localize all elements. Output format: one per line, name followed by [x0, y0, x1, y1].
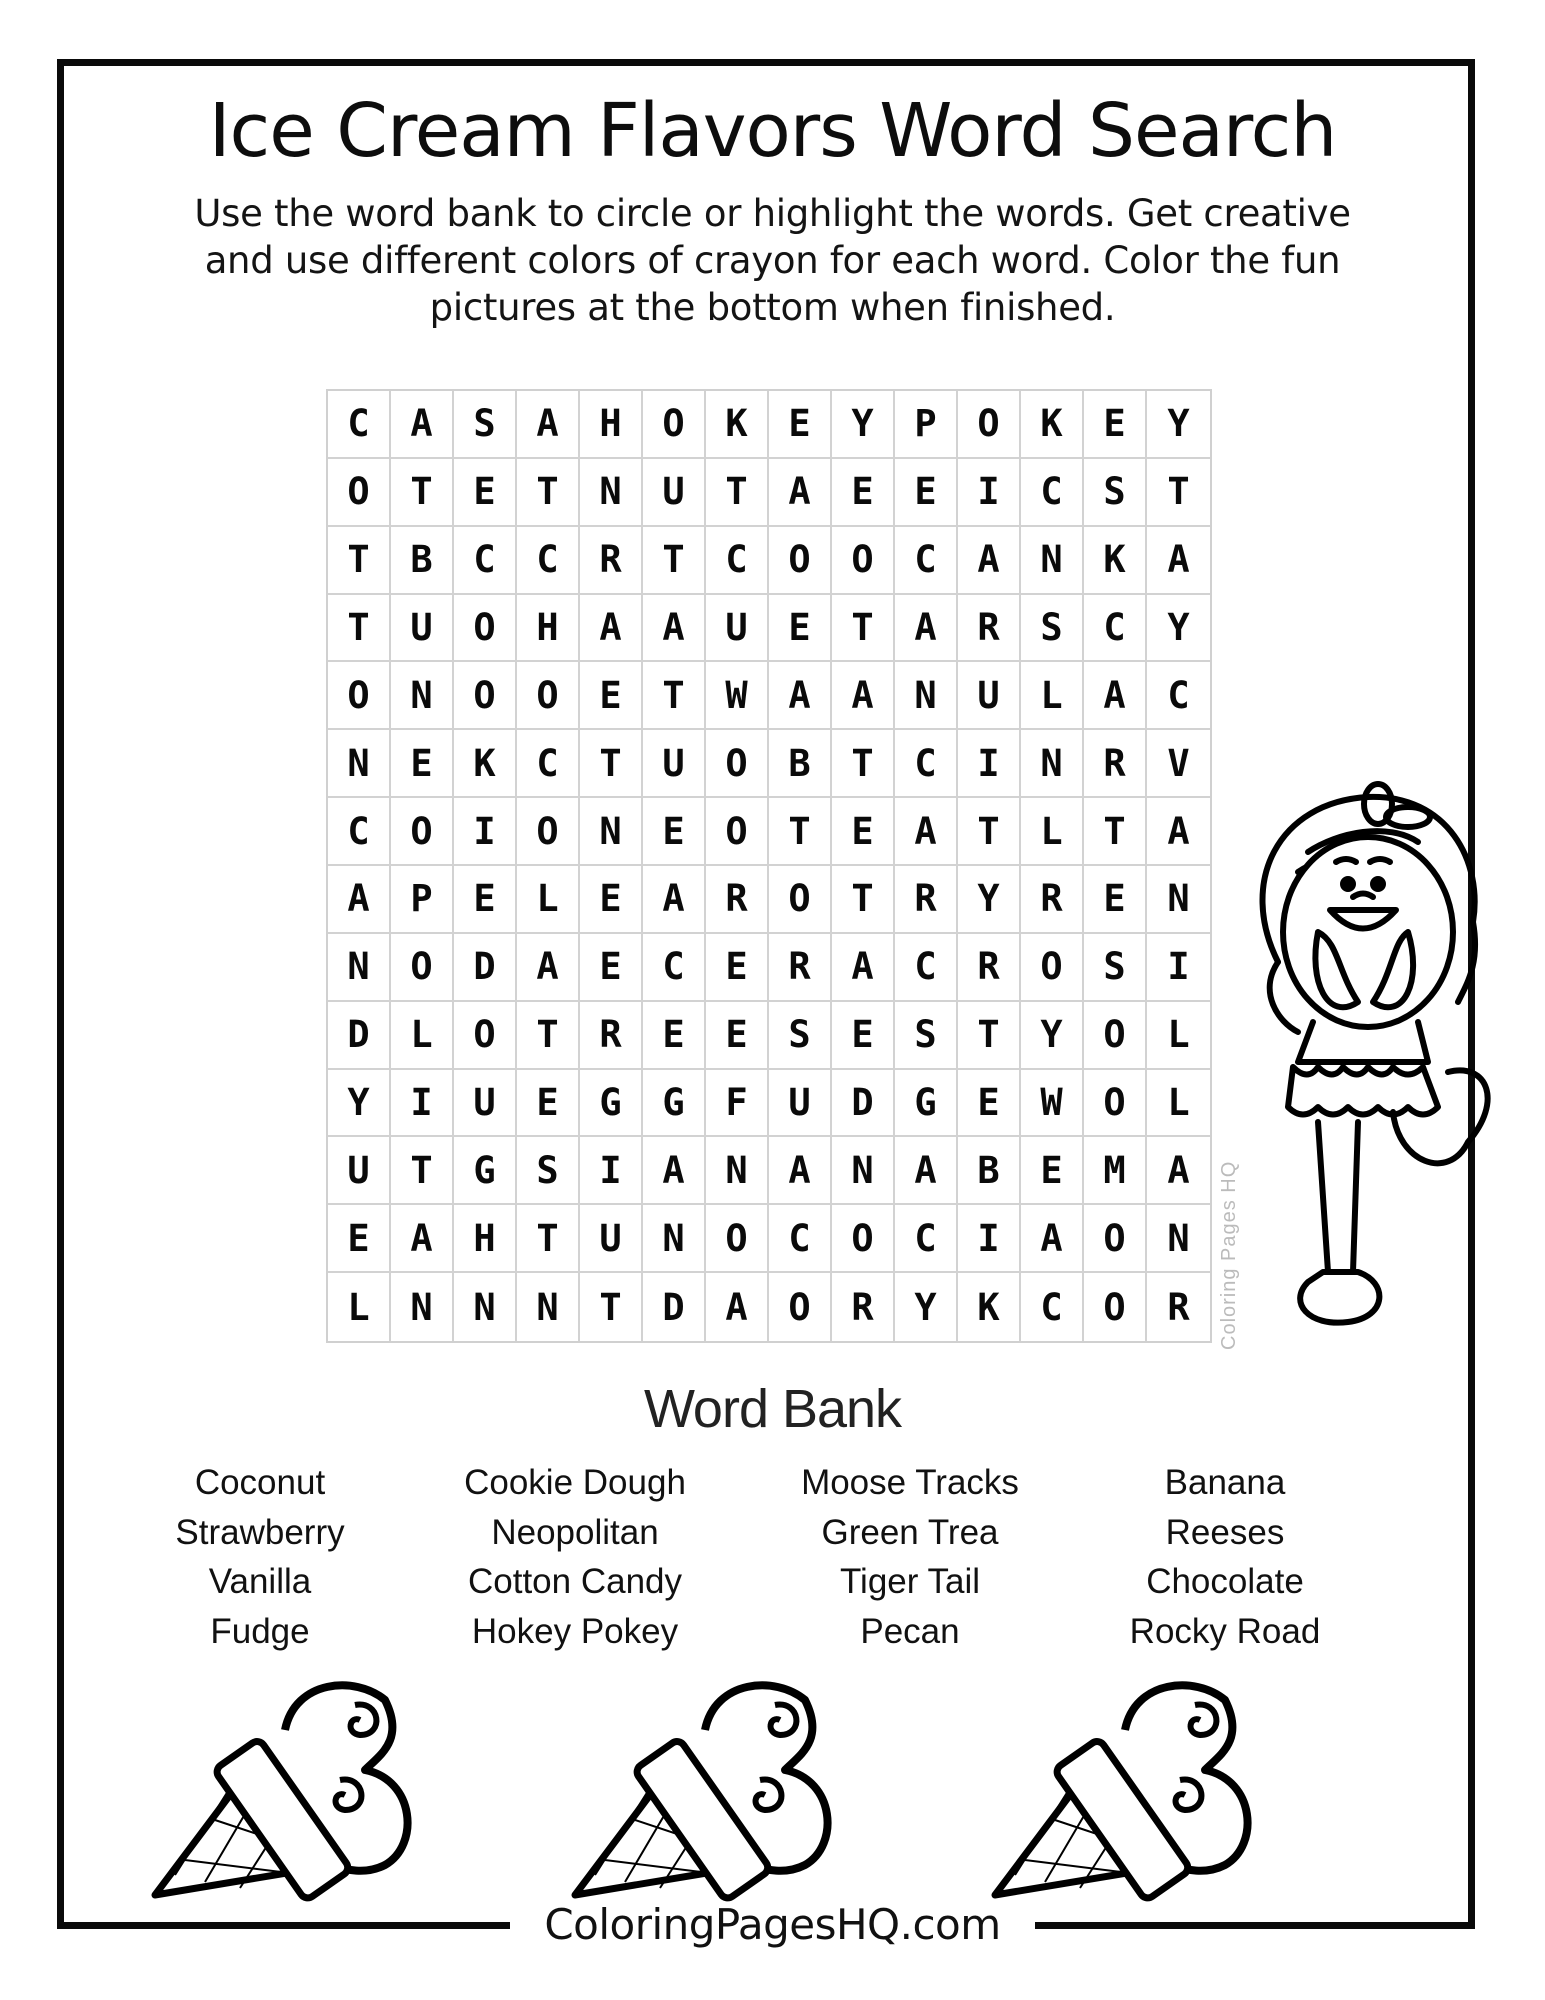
word-bank-item: Pecan	[860, 1611, 960, 1651]
grid-cell[interactable]: N	[1021, 527, 1084, 595]
grid-cell[interactable]: R	[1167, 1285, 1190, 1329]
grid-cell[interactable]: Y	[895, 1273, 958, 1341]
grid-cell[interactable]: U	[580, 1205, 643, 1273]
grid-cell[interactable]: A	[958, 527, 1021, 595]
grid-cell[interactable]: N	[1147, 866, 1210, 934]
grid-cell[interactable]: E	[832, 459, 895, 527]
grid-cell[interactable]: O	[832, 527, 895, 595]
grid-cell[interactable]: E	[1084, 391, 1147, 459]
grid-cell[interactable]: N	[643, 1205, 706, 1273]
grid-cell[interactable]: A	[1021, 1205, 1084, 1273]
grid-cell[interactable]: T	[769, 798, 832, 866]
grid-cell[interactable]: E	[832, 798, 895, 866]
grid-cell[interactable]: N	[328, 730, 391, 798]
grid-cell[interactable]: R	[769, 934, 832, 1002]
grid-cell[interactable]: T	[517, 1205, 580, 1273]
grid-cell[interactable]: U	[769, 1070, 832, 1138]
grid-cell[interactable]: T	[1084, 798, 1147, 866]
word-bank-item: Reeses	[1165, 1512, 1285, 1552]
ice-cream-cone-icon	[145, 1660, 445, 1910]
word-bank-item: Cotton Candy	[467, 1562, 683, 1601]
grid-cell[interactable]: S	[454, 391, 517, 459]
grid-cell[interactable]: O	[517, 798, 580, 866]
word-bank-item: Neopolitan	[491, 1512, 659, 1552]
word-bank-item: Green Trea	[821, 1512, 999, 1552]
grid-cell[interactable]: N	[391, 662, 454, 730]
grid-cell[interactable]: O	[454, 595, 517, 663]
grid-cell[interactable]: T	[1147, 459, 1210, 527]
grid-cell[interactable]: T	[391, 459, 454, 527]
grid-cell[interactable]: O	[1084, 1205, 1147, 1273]
grid-cell[interactable]: A	[769, 1137, 832, 1205]
grid-cell[interactable]: C	[328, 391, 391, 459]
grid-cell[interactable]: S	[769, 1002, 832, 1070]
grid-cell[interactable]: U	[328, 1137, 391, 1205]
grid-cell[interactable]: F	[706, 1070, 769, 1138]
grid-cell[interactable]: C	[895, 730, 958, 798]
grid-cell[interactable]: T	[832, 866, 895, 934]
grid-cell[interactable]: B	[958, 1137, 1021, 1205]
grid-cell[interactable]: U	[958, 662, 1021, 730]
instructions-line: Use the word bank to circle or highlight the words. Get creative	[194, 192, 1351, 235]
word-bank-column	[780, 1458, 1040, 1656]
word-bank-column	[160, 1458, 360, 1656]
grid-cell[interactable]: L	[1021, 798, 1084, 866]
grid-cell[interactable]: T	[706, 459, 769, 527]
grid-cell[interactable]: O	[958, 391, 1021, 459]
grid-cell[interactable]: Y	[832, 391, 895, 459]
grid-cell[interactable]: N	[1147, 1205, 1210, 1273]
grid-cell[interactable]: T	[580, 1273, 643, 1341]
grid-cell[interactable]: T	[832, 730, 895, 798]
grid-cell[interactable]: N	[580, 459, 643, 527]
grid-cell[interactable]: L	[1021, 662, 1084, 730]
grid-cell[interactable]: C	[895, 527, 958, 595]
grid-cell[interactable]: E	[895, 459, 958, 527]
grid-cell[interactable]: H	[454, 1205, 517, 1273]
grid-cell[interactable]: E	[643, 1002, 706, 1070]
grid-cell[interactable]: O	[391, 798, 454, 866]
word-bank-item: Moose Tracks	[801, 1463, 1019, 1502]
grid-cell[interactable]: R	[958, 934, 1021, 1002]
grid-cell[interactable]: A	[643, 1137, 706, 1205]
grid-cell[interactable]: C	[769, 1205, 832, 1273]
grid-cell[interactable]: A	[328, 866, 391, 934]
grid-cell[interactable]: A	[832, 662, 895, 730]
grid-cell[interactable]: O	[706, 1205, 769, 1273]
grid-cell[interactable]: E	[706, 934, 769, 1002]
grid-cell[interactable]: T	[643, 527, 706, 595]
grid-cell[interactable]: C	[643, 934, 706, 1002]
word-bank-item: Rocky Road	[1129, 1611, 1321, 1651]
grid-cell[interactable]: C	[706, 527, 769, 595]
grid-cell[interactable]: N	[580, 798, 643, 866]
grid-cell[interactable]: C	[454, 527, 517, 595]
word-bank-item: Fudge	[210, 1611, 310, 1651]
grid-cell[interactable]: N	[832, 1137, 895, 1205]
grid-cell[interactable]: A	[1084, 662, 1147, 730]
grid-cell[interactable]: C	[1021, 459, 1084, 527]
grid-cell[interactable]: T	[958, 798, 1021, 866]
grid-cell[interactable]: E	[769, 391, 832, 459]
grid-cell[interactable]: K	[958, 1273, 1021, 1341]
grid-cell[interactable]: A	[1147, 798, 1210, 866]
grid-cell[interactable]: I	[958, 1205, 1021, 1273]
grid-cell[interactable]: H	[517, 595, 580, 663]
grid-cell[interactable]: E	[832, 1002, 895, 1070]
grid-cell[interactable]: C	[328, 798, 391, 866]
grid-cell[interactable]: A	[769, 459, 832, 527]
word-bank-item: Tiger Tail	[839, 1562, 981, 1601]
grid-cell[interactable]: L	[1147, 1002, 1210, 1070]
word-bank-item: Cookie Dough	[464, 1463, 686, 1502]
word-bank-item: Hokey Pokey	[471, 1611, 679, 1651]
grid-cell[interactable]: I	[580, 1137, 643, 1205]
grid-cell[interactable]: R	[832, 1273, 895, 1341]
girl-illustration-icon	[1218, 762, 1508, 1362]
grid-cell[interactable]: T	[328, 527, 391, 595]
grid-cell[interactable]: A	[1147, 527, 1210, 595]
grid-cell[interactable]: A	[895, 1137, 958, 1205]
grid-cell[interactable]: A	[895, 798, 958, 866]
grid-cell[interactable]: W	[706, 662, 769, 730]
grid-cell[interactable]: E	[1021, 1137, 1084, 1205]
grid-cell[interactable]: O	[328, 662, 391, 730]
grid-cell[interactable]: A	[1147, 1137, 1210, 1205]
grid-cell[interactable]: E	[517, 1070, 580, 1138]
grid-cell[interactable]: O	[328, 459, 391, 527]
grid-cell[interactable]: N	[895, 662, 958, 730]
instructions-line: pictures at the bottom when finished.	[429, 286, 1116, 329]
grid-cell[interactable]: O	[706, 798, 769, 866]
grid-cell[interactable]: S	[517, 1137, 580, 1205]
grid-cell[interactable]: P	[391, 866, 454, 934]
grid-cell[interactable]: R	[580, 527, 643, 595]
grid-cell[interactable]: I	[391, 1070, 454, 1138]
ice-cream-cone-icon	[985, 1660, 1285, 1910]
grid-cell[interactable]: T	[517, 1002, 580, 1070]
grid-cell[interactable]: N	[454, 1273, 517, 1341]
grid-cell[interactable]: Y	[958, 866, 1021, 934]
grid-cell[interactable]: K	[454, 730, 517, 798]
footer-url: ColoringPagesHQ.com	[544, 1900, 1001, 1949]
grid-cell[interactable]: E	[958, 1070, 1021, 1138]
grid-cell[interactable]: A	[391, 1205, 454, 1273]
grid-cell[interactable]: D	[643, 1273, 706, 1341]
grid-cell[interactable]: A	[769, 662, 832, 730]
grid-cell[interactable]: G	[454, 1137, 517, 1205]
grid-cell[interactable]: G	[580, 1070, 643, 1138]
grid-cell[interactable]: D	[832, 1070, 895, 1138]
grid-cell[interactable]: A	[895, 595, 958, 663]
grid-cell[interactable]: E	[391, 730, 454, 798]
grid-cell[interactable]: B	[769, 730, 832, 798]
grid-cell[interactable]: D	[328, 1002, 391, 1070]
grid-cell[interactable]: L	[1147, 1070, 1210, 1138]
grid-cell[interactable]: R	[706, 866, 769, 934]
grid-cell[interactable]: H	[580, 391, 643, 459]
grid-cell[interactable]: A	[832, 934, 895, 1002]
grid-cell[interactable]: A	[517, 391, 580, 459]
grid-cell[interactable]: C	[1021, 1273, 1084, 1341]
grid-cell[interactable]: E	[580, 934, 643, 1002]
grid-cell[interactable]: C	[517, 527, 580, 595]
grid-cell[interactable]: C	[1147, 662, 1210, 730]
grid-cell[interactable]: S	[895, 1002, 958, 1070]
grid-cell[interactable]: L	[517, 866, 580, 934]
grid-cell[interactable]: G	[643, 1070, 706, 1138]
grid-cell[interactable]: N	[391, 1273, 454, 1341]
word-bank-item: Strawberry	[175, 1512, 345, 1552]
grid-cell[interactable]: T	[391, 1137, 454, 1205]
grid-cell[interactable]: I	[454, 798, 517, 866]
grid-cell[interactable]: V	[1147, 730, 1210, 798]
watermark: Coloring Pages HQ	[1218, 1160, 1240, 1350]
grid-cell[interactable]: Y	[1147, 595, 1210, 663]
grid-cell[interactable]: S	[1021, 595, 1084, 663]
grid-cell[interactable]: R	[895, 866, 958, 934]
page-title: Ice Cream Flavors Word Search	[208, 88, 1337, 174]
grid-cell[interactable]: O	[643, 391, 706, 459]
grid-cell[interactable]: E	[769, 595, 832, 663]
grid-cell[interactable]: E	[454, 459, 517, 527]
grid-cell[interactable]: D	[454, 934, 517, 1002]
grid-cell[interactable]: U	[643, 459, 706, 527]
grid-cell[interactable]: N	[517, 1273, 580, 1341]
word-bank-title: Word Bank	[643, 1379, 902, 1439]
grid-cell[interactable]: E	[580, 866, 643, 934]
grid-cell[interactable]: C	[1084, 595, 1147, 663]
grid-cell[interactable]: G	[895, 1070, 958, 1138]
grid-cell[interactable]: O	[1084, 1273, 1147, 1341]
grid-cell[interactable]: K	[706, 391, 769, 459]
grid-cell[interactable]: A	[580, 595, 643, 663]
grid-cell[interactable]: E	[1084, 866, 1147, 934]
ice-cream-cone-icon	[565, 1660, 865, 1910]
grid-cell[interactable]: A	[706, 1273, 769, 1341]
grid-cell[interactable]: T	[958, 1002, 1021, 1070]
grid-cell[interactable]: S	[1084, 934, 1147, 1002]
grid-cell[interactable]: K	[1084, 527, 1147, 595]
grid-cell[interactable]: T	[643, 662, 706, 730]
grid-cell[interactable]: E	[328, 1205, 391, 1273]
word-bank-item: Vanilla	[208, 1562, 312, 1601]
grid-cell[interactable]: R	[1021, 866, 1084, 934]
word-bank-item: Chocolate	[1146, 1562, 1304, 1601]
grid-cell[interactable]: O	[1021, 934, 1084, 1002]
word-bank-item: Coconut	[194, 1463, 326, 1502]
grid-cell[interactable]: S	[1084, 459, 1147, 527]
grid-cell[interactable]: Y	[1021, 1002, 1084, 1070]
word-bank-item: Banana	[1164, 1463, 1286, 1502]
grid-cell[interactable]: I	[958, 730, 1021, 798]
grid-cell[interactable]: T	[328, 595, 391, 663]
grid-cell[interactable]: L	[328, 1273, 391, 1341]
grid-cell[interactable]: E	[580, 662, 643, 730]
grid-cell[interactable]: L	[391, 1002, 454, 1070]
grid-cell[interactable]: R	[580, 1002, 643, 1070]
grid-cell[interactable]: R	[958, 595, 1021, 663]
grid-cell[interactable]: A	[517, 934, 580, 1002]
grid-cell[interactable]: O	[454, 662, 517, 730]
grid-cell[interactable]: A	[391, 391, 454, 459]
grid-cell[interactable]: W	[1021, 1070, 1084, 1138]
instructions-line: and use different colors of crayon for each word. Color the fun	[204, 239, 1341, 282]
grid-cell[interactable]: Y	[328, 1070, 391, 1138]
grid-cell[interactable]: E	[706, 1002, 769, 1070]
grid-cell[interactable]: N	[1021, 730, 1084, 798]
word-bank-column	[1110, 1458, 1340, 1656]
grid-cell[interactable]: T	[580, 730, 643, 798]
grid-cell[interactable]: K	[1021, 391, 1084, 459]
grid-cell[interactable]: N	[328, 934, 391, 1002]
grid-cell[interactable]: E	[454, 866, 517, 934]
grid-cell[interactable]: A	[643, 595, 706, 663]
grid-cell[interactable]: C	[895, 1205, 958, 1273]
grid-cell[interactable]: U	[454, 1070, 517, 1138]
grid-cell[interactable]: C	[895, 934, 958, 1002]
grid-cell[interactable]: O	[769, 527, 832, 595]
word-search-grid	[326, 389, 1212, 1343]
grid-cell[interactable]: M	[1084, 1137, 1147, 1205]
grid-cell[interactable]: E	[643, 798, 706, 866]
grid-cell[interactable]: C	[517, 730, 580, 798]
grid-cell[interactable]: U	[391, 595, 454, 663]
grid-cell[interactable]: U	[706, 595, 769, 663]
grid-cell[interactable]: Y	[1147, 391, 1210, 459]
grid-cell[interactable]: T	[517, 459, 580, 527]
grid-cell[interactable]: B	[391, 527, 454, 595]
grid-cell[interactable]: U	[643, 730, 706, 798]
grid-cell[interactable]: O	[832, 1205, 895, 1273]
grid-cell[interactable]: I	[1147, 934, 1210, 1002]
grid-cell[interactable]: O	[517, 662, 580, 730]
grid-cell[interactable]: O	[769, 1273, 832, 1341]
grid-cell[interactable]: O	[454, 1002, 517, 1070]
grid-cell[interactable]: O	[391, 934, 454, 1002]
grid-cell[interactable]: A	[643, 866, 706, 934]
grid-cell[interactable]: O	[1084, 1070, 1147, 1138]
grid-cell[interactable]: O	[1084, 1002, 1147, 1070]
word-bank-column	[440, 1458, 710, 1656]
grid-cell[interactable]: I	[958, 459, 1021, 527]
grid-cell[interactable]: O	[706, 730, 769, 798]
grid-cell[interactable]: T	[832, 595, 895, 663]
instructions	[140, 190, 1405, 331]
grid-cell[interactable]: P	[895, 391, 958, 459]
grid-cell[interactable]: O	[769, 866, 832, 934]
grid-cell[interactable]: R	[1084, 730, 1147, 798]
grid-cell[interactable]: N	[706, 1137, 769, 1205]
